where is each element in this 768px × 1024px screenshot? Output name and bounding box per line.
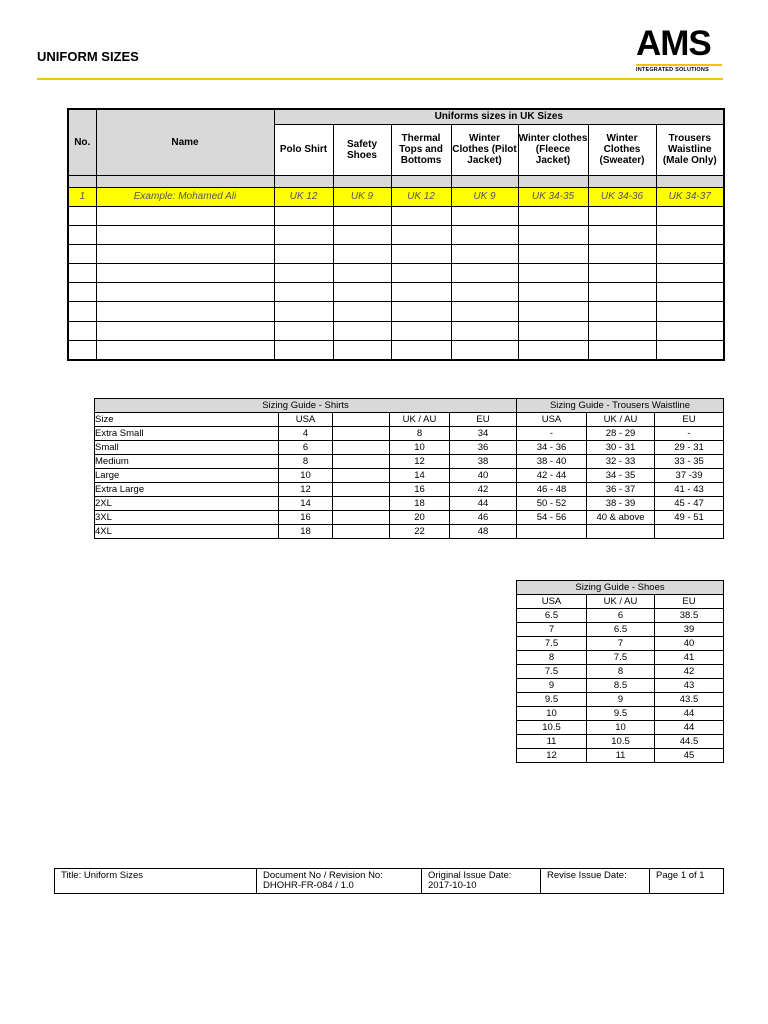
guide-cell: 18 (390, 497, 450, 511)
guide-cell: 43.5 (655, 693, 724, 707)
guide-cell (333, 441, 390, 455)
entry-cell[interactable] (391, 283, 451, 302)
guide-cell: 8 (279, 455, 333, 469)
example-name: Example: Mohamed Ali (96, 187, 274, 206)
entry-cell[interactable] (518, 244, 588, 263)
guide-header: UK / AU (390, 413, 450, 427)
entry-row (68, 283, 724, 302)
col-header-thermal: Thermal Tops and Bottoms (391, 124, 451, 175)
guide-cell: 36 (450, 441, 517, 455)
guide-cell: 7.5 (517, 665, 587, 679)
footer-issue-value: 2017-10-10 (428, 880, 477, 891)
guide-cell: 10 (517, 707, 587, 721)
guide-cell (517, 525, 587, 539)
entry-cell[interactable] (451, 321, 518, 340)
col-header-trousers: Trousers Waistline (Male Only) (656, 124, 724, 175)
guide-cell: Small (95, 441, 279, 455)
guide-row (517, 665, 724, 679)
guide-cell: 10 (587, 721, 655, 735)
sizing-guide-shoes (516, 580, 724, 763)
col-header-fleece-jacket: Winter clothes (Fleece Jacket) (518, 124, 588, 175)
guide-row (517, 651, 724, 665)
entry-cell[interactable] (391, 244, 451, 263)
entry-cell[interactable] (518, 206, 588, 225)
document-footer (54, 868, 724, 894)
logo-text: AMS (636, 24, 711, 63)
guide-cell: Extra Large (95, 483, 279, 497)
guide-row (95, 455, 724, 469)
guide-cell: 42 (655, 665, 724, 679)
col-header-name: Name (96, 109, 274, 175)
guide-cell: 10.5 (587, 735, 655, 749)
entry-cell[interactable] (656, 244, 724, 263)
guide-row (95, 497, 724, 511)
entry-cell[interactable] (274, 340, 333, 359)
guide-row (95, 511, 724, 525)
guide-cell: 38 - 39 (587, 497, 655, 511)
entry-cell[interactable] (656, 302, 724, 321)
guide-cell: 36 - 37 (587, 483, 655, 497)
entry-cell[interactable] (96, 321, 274, 340)
guide-cell (333, 497, 390, 511)
entry-cell[interactable] (588, 340, 656, 359)
entry-cell[interactable] (68, 321, 96, 340)
guide-cell: 49 - 51 (655, 511, 724, 525)
guide-row (95, 525, 724, 539)
guide-cell: 45 (655, 749, 724, 763)
guide-cell (333, 483, 390, 497)
guide-cell: 44 (450, 497, 517, 511)
example-cell: UK 34-36 (588, 187, 656, 206)
entry-cell[interactable] (656, 321, 724, 340)
entry-cell[interactable] (274, 302, 333, 321)
col-header-safety-shoes: Safety Shoes (333, 124, 391, 175)
guide-cell: 6 (587, 609, 655, 623)
guide-cell: 7 (587, 637, 655, 651)
guide-cell: - (517, 427, 587, 441)
guide-cell: 34 - 36 (517, 441, 587, 455)
entry-cell[interactable] (451, 340, 518, 359)
guide-cell: 11 (517, 735, 587, 749)
header-divider (37, 78, 723, 80)
guide-cell: 33 - 35 (655, 455, 724, 469)
guide-header: EU (655, 595, 724, 609)
entry-cell[interactable] (656, 264, 724, 283)
entry-cell[interactable] (451, 244, 518, 263)
entry-cell[interactable] (333, 264, 391, 283)
sizing-guide-shirts-trousers (94, 398, 724, 539)
example-cell: UK 9 (333, 187, 391, 206)
guide-row (517, 721, 724, 735)
entry-cell[interactable] (333, 225, 391, 244)
entry-cell[interactable] (274, 283, 333, 302)
guide-cell: 12 (279, 483, 333, 497)
guide-row (517, 735, 724, 749)
entry-cell[interactable] (656, 340, 724, 359)
guide-cell (333, 511, 390, 525)
entry-cell[interactable] (68, 225, 96, 244)
guide-row (517, 707, 724, 721)
guide-cell: 42 - 44 (517, 469, 587, 483)
guide-header: USA (279, 413, 333, 427)
entry-row (68, 264, 724, 283)
entry-cell[interactable] (656, 206, 724, 225)
entry-cell[interactable] (333, 283, 391, 302)
footer-doc-value: DHOHR-FR-084 / 1.0 (263, 880, 354, 891)
guide-cell: 7 (517, 623, 587, 637)
guide-cell: 16 (279, 511, 333, 525)
guide-cell: 14 (390, 469, 450, 483)
footer-doc-no (257, 869, 422, 894)
guide-cell: 12 (390, 455, 450, 469)
entry-cell[interactable] (68, 302, 96, 321)
entry-cell[interactable] (451, 225, 518, 244)
guide-cell: 8 (587, 665, 655, 679)
guide-cell (333, 469, 390, 483)
footer-page-number: Page 1 of 1 (650, 869, 724, 894)
entry-cell[interactable] (588, 244, 656, 263)
entry-cell[interactable] (333, 206, 391, 225)
guide-row (517, 679, 724, 693)
entry-row (68, 302, 724, 321)
guide-cell: 20 (390, 511, 450, 525)
guide-cell: 42 (450, 483, 517, 497)
example-cell: UK 34-37 (656, 187, 724, 206)
guide-cell: 40 (655, 637, 724, 651)
guide-cell: 38 (450, 455, 517, 469)
entry-cell[interactable] (391, 206, 451, 225)
guide-row (95, 441, 724, 455)
example-no: 1 (68, 187, 96, 206)
guide-cell: 4 (279, 427, 333, 441)
entry-cell[interactable] (588, 225, 656, 244)
entry-cell[interactable] (588, 283, 656, 302)
company-logo (636, 24, 724, 74)
guide-cell: 18 (279, 525, 333, 539)
guide-header: EU (450, 413, 517, 427)
guide-cell: 9.5 (587, 707, 655, 721)
example-cell: UK 12 (391, 187, 451, 206)
guide-cell: 10 (390, 441, 450, 455)
page-title: UNIFORM SIZES (37, 49, 139, 64)
shoes-guide-title: Sizing Guide - Shoes (517, 581, 724, 595)
guide-cell: 12 (517, 749, 587, 763)
guide-row (95, 469, 724, 483)
guide-cell: 46 - 48 (517, 483, 587, 497)
guide-cell: 3XL (95, 511, 279, 525)
guide-cell: 45 - 47 (655, 497, 724, 511)
guide-header: UK / AU (587, 413, 655, 427)
entry-cell[interactable] (96, 225, 274, 244)
trousers-guide-title: Sizing Guide - Trousers Waistline (517, 399, 724, 413)
entry-cell[interactable] (68, 206, 96, 225)
entry-cell[interactable] (96, 283, 274, 302)
entry-cell[interactable] (451, 302, 518, 321)
guide-cell: 10.5 (517, 721, 587, 735)
guide-row (95, 483, 724, 497)
guide-cell: Medium (95, 455, 279, 469)
guide-cell: 8.5 (587, 679, 655, 693)
col-header-no: No. (68, 109, 96, 175)
col-header-sweater: Winter Clothes (Sweater) (588, 124, 656, 175)
guide-row (95, 427, 724, 441)
logo-underline (636, 64, 722, 66)
entry-cell[interactable] (333, 321, 391, 340)
guide-cell: 10 (279, 469, 333, 483)
entry-cell[interactable] (96, 264, 274, 283)
guide-header: EU (655, 413, 724, 427)
shirts-guide-title: Sizing Guide - Shirts (95, 399, 517, 413)
guide-header: USA (517, 595, 587, 609)
guide-cell: 6.5 (587, 623, 655, 637)
guide-cell: Extra Small (95, 427, 279, 441)
entry-cell[interactable] (96, 340, 274, 359)
guide-cell: 8 (390, 427, 450, 441)
guide-cell: 44 (655, 707, 724, 721)
entry-cell[interactable] (391, 302, 451, 321)
example-cell: UK 9 (451, 187, 518, 206)
guide-cell: 28 - 29 (587, 427, 655, 441)
guide-row (517, 637, 724, 651)
guide-cell: 50 - 52 (517, 497, 587, 511)
guide-cell: 48 (450, 525, 517, 539)
guide-cell: 38 - 40 (517, 455, 587, 469)
footer-issue-date (422, 869, 541, 894)
guide-header: Size (95, 413, 279, 427)
footer-doc-label: Document No / Revision No: (263, 870, 383, 881)
example-row (68, 187, 724, 206)
col-header-pilot-jacket: Winter Clothes (Pilot Jacket) (451, 124, 518, 175)
guide-header: UK / AU (587, 595, 655, 609)
entry-cell[interactable] (451, 264, 518, 283)
group-header-uk-sizes: Uniforms sizes in UK Sizes (274, 109, 724, 124)
entry-cell[interactable] (518, 225, 588, 244)
guide-cell: 6 (279, 441, 333, 455)
entry-cell[interactable] (518, 283, 588, 302)
entry-cell[interactable] (588, 264, 656, 283)
guide-cell: 41 - 43 (655, 483, 724, 497)
guide-cell: 2XL (95, 497, 279, 511)
guide-cell: 22 (390, 525, 450, 539)
entry-cell[interactable] (274, 321, 333, 340)
guide-cell: 11 (587, 749, 655, 763)
guide-cell: 14 (279, 497, 333, 511)
guide-cell (333, 455, 390, 469)
entry-cell[interactable] (68, 264, 96, 283)
entry-cell[interactable] (391, 321, 451, 340)
entry-cell[interactable] (274, 225, 333, 244)
entry-cell[interactable] (68, 244, 96, 263)
guide-cell: - (655, 427, 724, 441)
uniform-sizes-table (67, 108, 725, 361)
guide-cell: 29 - 31 (655, 441, 724, 455)
guide-cell (655, 525, 724, 539)
entry-cell[interactable] (656, 283, 724, 302)
entry-cell[interactable] (391, 225, 451, 244)
example-cell: UK 34-35 (518, 187, 588, 206)
guide-cell: 9 (517, 679, 587, 693)
guide-cell: 44 (655, 721, 724, 735)
guide-cell: 34 - 35 (587, 469, 655, 483)
guide-cell: 39 (655, 623, 724, 637)
footer-issue-label: Original Issue Date: (428, 870, 512, 881)
entry-cell[interactable] (588, 206, 656, 225)
guide-cell: 46 (450, 511, 517, 525)
entry-cell[interactable] (96, 302, 274, 321)
entry-row (68, 340, 724, 359)
guide-row (517, 749, 724, 763)
guide-cell: 40 & above (587, 511, 655, 525)
guide-cell: 16 (390, 483, 450, 497)
entry-cell[interactable] (391, 264, 451, 283)
entry-cell[interactable] (274, 206, 333, 225)
guide-cell: 9 (587, 693, 655, 707)
guide-cell: 41 (655, 651, 724, 665)
guide-cell: 44.5 (655, 735, 724, 749)
entry-cell[interactable] (274, 264, 333, 283)
guide-cell: 8 (517, 651, 587, 665)
example-cell: UK 12 (274, 187, 333, 206)
guide-cell: 38.5 (655, 609, 724, 623)
entry-cell[interactable] (333, 244, 391, 263)
footer-title: Title: Uniform Sizes (55, 869, 257, 894)
entry-row (68, 244, 724, 263)
footer-revise-date: Revise Issue Date: (541, 869, 650, 894)
entry-cell[interactable] (274, 244, 333, 263)
guide-cell: 6.5 (517, 609, 587, 623)
guide-cell (587, 525, 655, 539)
guide-cell: Large (95, 469, 279, 483)
entry-cell[interactable] (451, 206, 518, 225)
guide-cell: 32 - 33 (587, 455, 655, 469)
guide-cell: 30 - 31 (587, 441, 655, 455)
entry-cell[interactable] (391, 340, 451, 359)
entry-cell[interactable] (96, 206, 274, 225)
entry-row (68, 206, 724, 225)
guide-cell: 34 (450, 427, 517, 441)
header-spacer-row (68, 175, 724, 187)
guide-cell: 43 (655, 679, 724, 693)
guide-cell: 9.5 (517, 693, 587, 707)
entry-cell[interactable] (451, 283, 518, 302)
guide-row (517, 623, 724, 637)
guide-cell: 7.5 (517, 637, 587, 651)
entry-cell[interactable] (333, 340, 391, 359)
guide-row (517, 693, 724, 707)
entry-row (68, 321, 724, 340)
entry-cell[interactable] (96, 244, 274, 263)
entry-cell[interactable] (68, 340, 96, 359)
entry-cell[interactable] (68, 283, 96, 302)
entry-cell[interactable] (518, 321, 588, 340)
guide-cell: 7.5 (587, 651, 655, 665)
logo-subtitle: INTEGRATED SOLUTIONS (636, 67, 709, 73)
entry-cell[interactable] (518, 264, 588, 283)
entry-cell[interactable] (656, 225, 724, 244)
guide-cell: 37 -39 (655, 469, 724, 483)
entry-cell[interactable] (333, 302, 391, 321)
guide-cell (333, 525, 390, 539)
guide-cell: 4XL (95, 525, 279, 539)
guide-cell: 54 - 56 (517, 511, 587, 525)
guide-header: USA (517, 413, 587, 427)
entry-cell[interactable] (518, 340, 588, 359)
guide-row (517, 609, 724, 623)
guide-cell (333, 427, 390, 441)
guide-header (333, 413, 390, 427)
entry-cell[interactable] (588, 321, 656, 340)
guide-cell: 40 (450, 469, 517, 483)
col-header-polo-shirt: Polo Shirt (274, 124, 333, 175)
entry-cell[interactable] (588, 302, 656, 321)
entry-row (68, 225, 724, 244)
entry-cell[interactable] (518, 302, 588, 321)
